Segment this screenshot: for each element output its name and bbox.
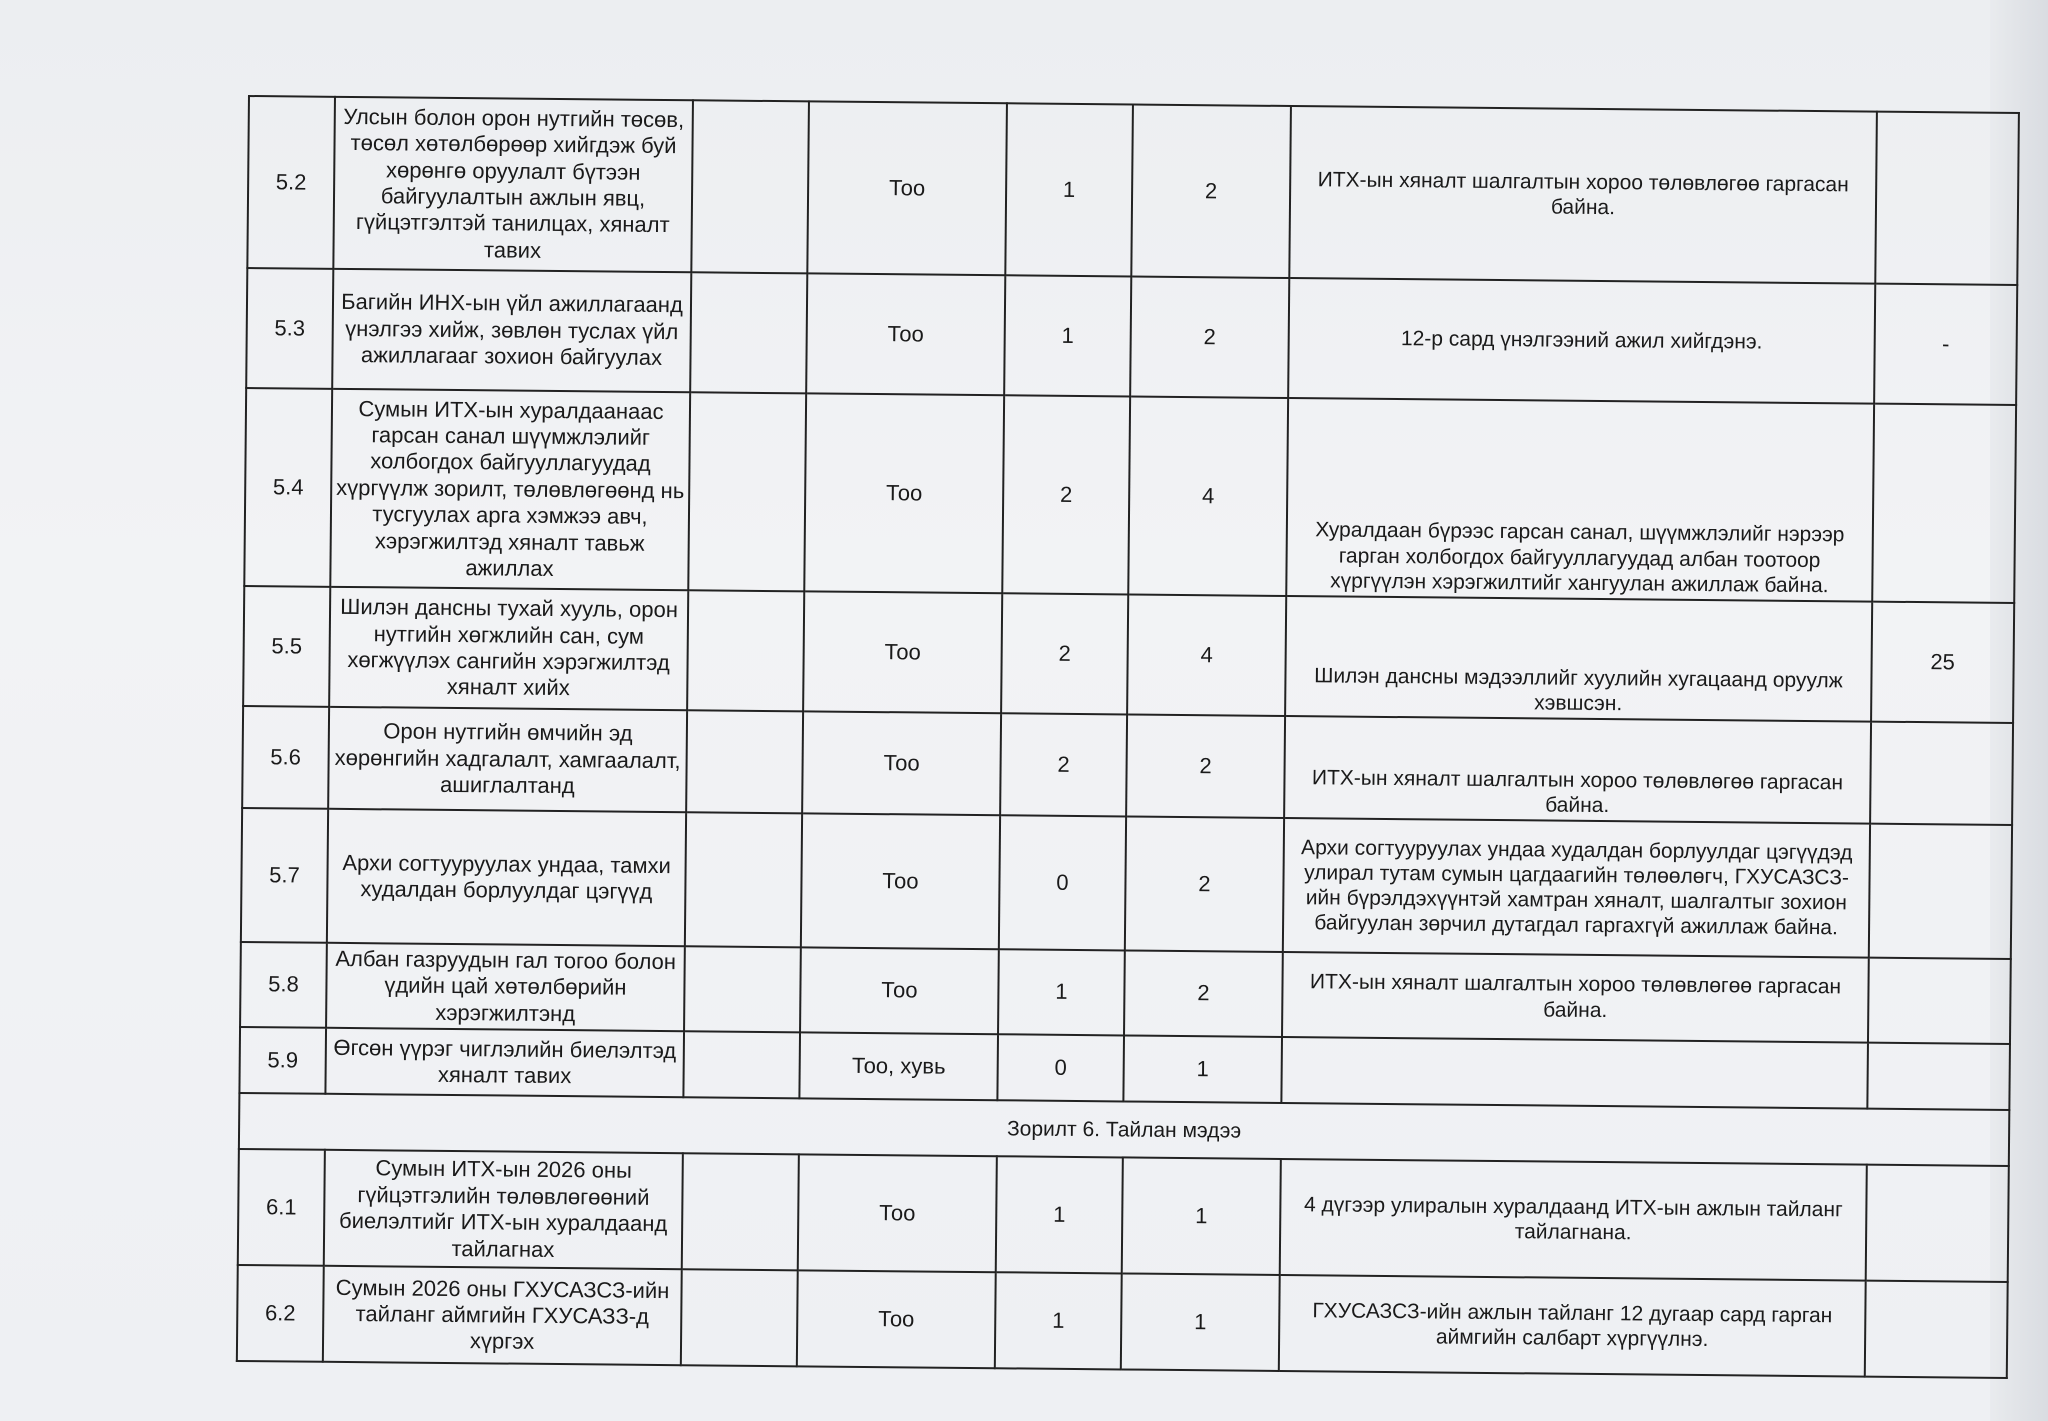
target-value: 2	[1124, 950, 1283, 1037]
unit-cell: Тоо	[807, 101, 1007, 275]
unit-cell: Тоо, хувь	[799, 1033, 998, 1101]
progress-note: ГХУСАЗСЗ-ийн ажлын тайланг 12 дугаар сард гарган аймгийн салбарт хүргүүлнэ.	[1279, 1275, 1866, 1377]
report-table-wrapper	[236, 95, 2018, 1379]
extra-cell	[1872, 404, 2016, 603]
baseline-value: 0	[997, 1034, 1124, 1101]
baseline-value: 0	[999, 815, 1126, 950]
row-number: 5.6	[242, 706, 329, 809]
extra-cell	[1866, 1165, 2009, 1282]
extra-cell: 25	[1871, 602, 2014, 723]
task-description: Улсын болон орон нутгийн төсөв, төсөл хөтөлбөрөөр хийгдэж буй хөрөнгө оруулалт бүтээн байгуулалтын ажлын явц, гүйцэтгэлтэй танилцах, хяналт тавих	[333, 97, 693, 272]
row-number: 5.9	[239, 1027, 326, 1094]
unit-cell: Тоо	[801, 813, 1000, 949]
task-description: Сумын ИТХ-ын хуралдаанаас гарсан санал шүүмжлэлийг холбогдох байгууллагуудад хүргүүлж зорилт, төлөвлөгөөнд нь тусгуулах арга хэмжээ авч, хэрэгжилтэд хяналт тавьж ажиллах	[330, 389, 690, 590]
task-description: Архи согтууруулах ундаа, тамхи худалдан борлуулдаг цэгүүд	[327, 809, 686, 946]
baseline-value: 1	[1005, 103, 1133, 276]
row-number: 6.2	[237, 1265, 324, 1362]
baseline-value: 2	[1000, 713, 1127, 816]
progress-note: Шилэн дансны мэдээллийг хуулийн хугацаанд оруулж хэвшсэн.	[1285, 596, 1872, 722]
target-value: 4	[1127, 594, 1286, 716]
unit-cell: Тоо	[800, 947, 999, 1034]
baseline-value: 2	[1001, 593, 1128, 714]
baseline-value: 1	[996, 1156, 1123, 1273]
table-row	[238, 1149, 2009, 1282]
table-row	[246, 268, 2017, 405]
empty-cell	[683, 1031, 800, 1098]
extra-cell: -	[1874, 284, 2017, 405]
target-value: 2	[1131, 104, 1291, 278]
row-number: 5.8	[240, 942, 327, 1028]
row-number: 5.4	[244, 388, 332, 587]
unit-cell: Тоо	[806, 273, 1005, 395]
extra-cell	[1868, 958, 2011, 1045]
extra-cell	[1875, 112, 2019, 285]
extra-cell	[1869, 824, 2012, 959]
task-description: Багийн ИНХ-ын үйл ажиллагаанд үнэлгээ хийж, зөвлөн туслах үйл ажиллагааг зохион байгуулах	[332, 269, 691, 392]
row-number: 6.1	[238, 1149, 325, 1266]
target-value: 2	[1130, 276, 1289, 398]
extra-cell	[1870, 722, 2013, 825]
table-row	[247, 96, 2019, 285]
progress-note: ИТХ-ын хяналт шалгалтын хороо төлөвлөгөө гаргасан байна.	[1284, 716, 1871, 824]
empty-cell	[682, 1153, 799, 1270]
empty-cell	[691, 100, 809, 273]
empty-cell	[681, 1269, 798, 1366]
progress-note: 12-р сард үнэлгээний ажил хийгдэнэ.	[1288, 278, 1875, 404]
progress-note: 4 дүгээр улиралын хуралдаанд ИТХ-ын ажлын тайланг тайлагнана.	[1280, 1159, 1867, 1281]
empty-cell	[685, 812, 802, 947]
row-number: 5.7	[241, 808, 328, 943]
target-value: 1	[1122, 1158, 1281, 1276]
table-row	[242, 706, 2013, 825]
task-description: Орон нутгийн өмчийн эд хөрөнгийн хадгалалт, хамгаалалт, ашиглалтанд	[328, 707, 687, 812]
baseline-value: 1	[995, 1272, 1122, 1369]
baseline-value: 2	[1002, 395, 1130, 594]
task-description: Өгсөн үүрэг чиглэлийн биелэлтэд хяналт тавих	[325, 1028, 684, 1097]
progress-note: ИТХ-ын хяналт шалгалтын хороо төлөвлөгөө гаргасан байна.	[1282, 952, 1869, 1043]
baseline-value: 1	[1004, 275, 1131, 396]
section-title: Зорилт 6. Тайлан мэдээ	[239, 1093, 2009, 1166]
empty-cell	[690, 272, 807, 393]
unit-cell: Тоо	[797, 1271, 996, 1369]
table-row	[243, 586, 2014, 723]
progress-note: Архи согтууруулах ундаа худалдан борлуулдаг цэгүүдэд улирал тутам сумын цагдаагийн төлөөлөгч, ГХУСАЗСЗ-ийн бүрэлдэхүүнтэй хамтран хяналт, шалгалтыг зохион байгуулан зөрчил дутагдал гаргахгүй ажиллаж байна.	[1283, 818, 1870, 958]
progress-note	[1281, 1037, 1868, 1109]
task-description: Сумын ИТХ-ын 2026 оны гүйцэтгэлийн төлөвлөгөөний биелэлтийг ИТХ-ын хуралдаанд тайлагнах	[324, 1150, 683, 1269]
table-row	[237, 1265, 2008, 1378]
row-number: 5.5	[243, 586, 330, 707]
empty-cell	[684, 946, 801, 1032]
unit-cell: Тоо	[803, 591, 1002, 713]
unit-cell: Тоо	[802, 711, 1001, 815]
unit-cell: Тоо	[804, 393, 1004, 593]
table-row	[244, 388, 2016, 603]
target-value: 1	[1121, 1274, 1280, 1372]
task-description: Шилэн дансны тухай хууль, орон нутгийн хөгжлийн сан, сум хөгжүүлэх сангийн хэрэгжилтэд хяналт хийх	[329, 587, 688, 710]
table-row	[241, 808, 2012, 959]
target-value: 2	[1126, 714, 1285, 818]
target-value: 2	[1125, 816, 1284, 952]
progress-note: Хуралдаан бүрээс гарсан санал, шүүмжлэлийг нэрээр гарган холбогдох байгууллагуудад албан тоотоор хүргүүлэн хэрэгжилтийг хангуулан ажиллаж байна.	[1286, 398, 1874, 602]
empty-cell	[686, 710, 803, 813]
row-number: 5.3	[246, 268, 333, 389]
baseline-value: 1	[998, 949, 1125, 1035]
task-description: Сумын 2026 оны ГХУСАЗСЗ-ийн тайланг аймгийн ГХУСАЗЗ-д хүргэх	[323, 1266, 682, 1365]
empty-cell	[688, 392, 806, 591]
task-description: Албан газруудын гал тогоо болон үдийн цай хөтөлбөрийн хэрэгжилтэнд	[326, 943, 685, 1032]
unit-cell: Тоо	[798, 1155, 997, 1273]
extra-cell	[1865, 1281, 2008, 1378]
progress-note: ИТХ-ын хяналт шалгалтын хороо төлөвлөгөө гаргасан байна.	[1289, 106, 1877, 284]
report-table	[236, 95, 2020, 1379]
row-number: 5.2	[247, 96, 335, 269]
empty-cell	[687, 590, 804, 711]
extra-cell	[1867, 1043, 2010, 1110]
target-value: 4	[1128, 396, 1288, 596]
target-value: 1	[1123, 1036, 1282, 1104]
